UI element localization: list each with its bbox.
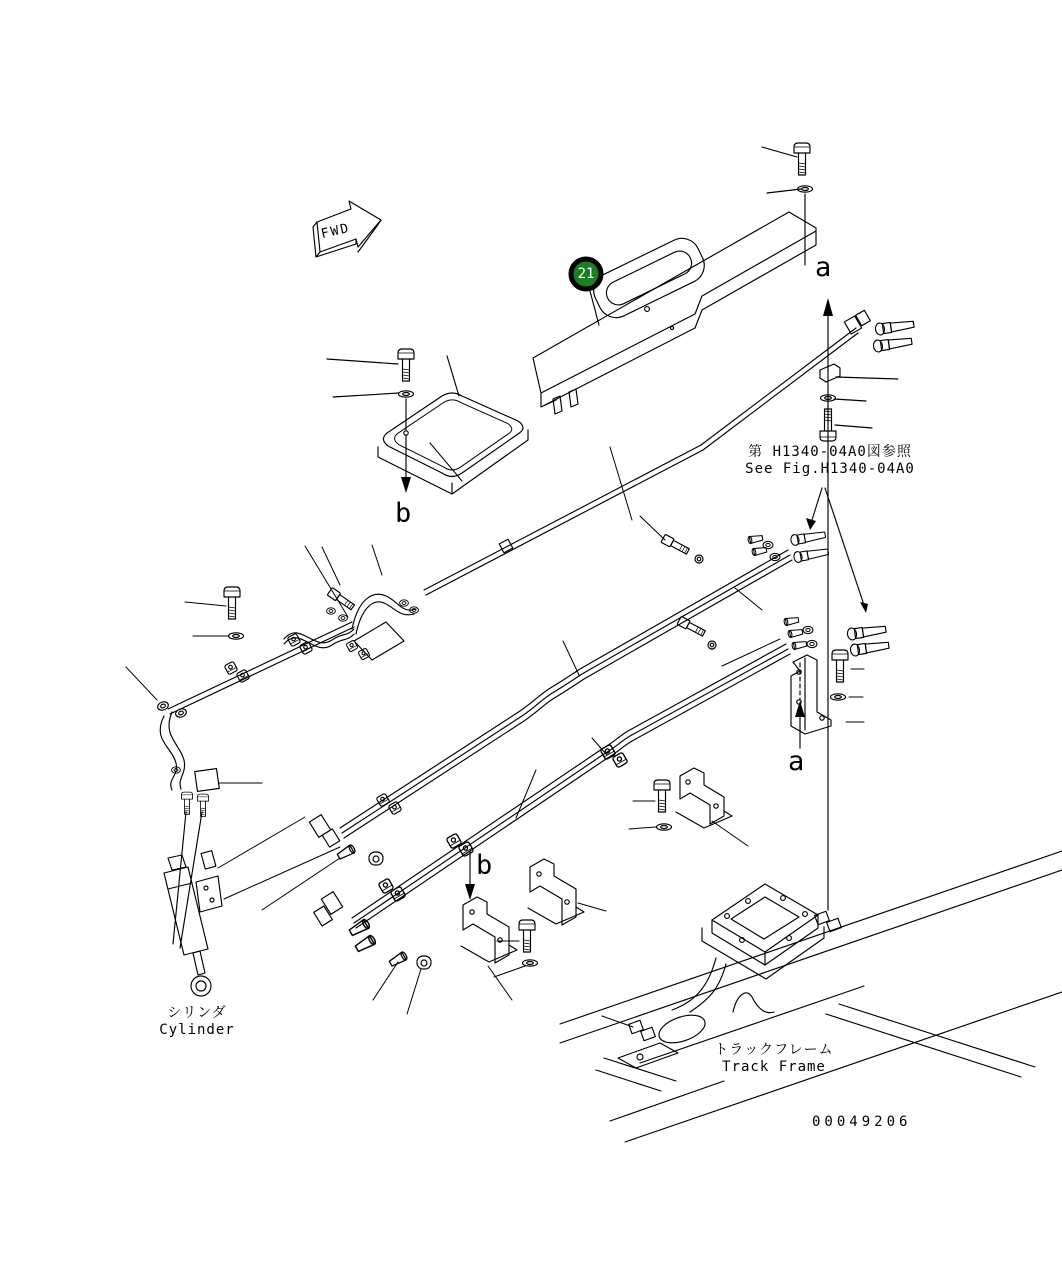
bolt-top-right: [762, 143, 813, 265]
view-a-top-marker: [820, 298, 898, 910]
reference-note-ja: 第 H1340-04A0図参照: [748, 444, 912, 460]
cylinder-label: [127, 1005, 267, 1039]
loose-fittings: [336, 844, 431, 969]
bracket-hardware: [224, 534, 848, 966]
support-brackets: [461, 655, 831, 963]
drawing-number: 00049206: [812, 1114, 912, 1130]
track-frame-label: [698, 1042, 850, 1076]
track-frame: [560, 851, 1062, 1142]
cover-plate-main: [533, 212, 816, 414]
view-a-bottom-marker: [795, 663, 805, 748]
reference-note-en: See Fig.H1340-04A0: [745, 461, 915, 477]
view-label-b-bottom: b: [476, 850, 493, 881]
cover-plate-small: [327, 349, 528, 494]
track-frame-label-ja: トラックフレーム: [714, 1042, 834, 1058]
view-b-bottom-marker: [465, 851, 475, 900]
pipe-run-top: [156, 310, 914, 718]
view-label-a-top: a: [815, 252, 832, 283]
view-label-b-top: b: [395, 498, 412, 529]
view-label-a-bottom: a: [788, 746, 805, 777]
pipe-bundle-upper: [309, 529, 829, 847]
fwd-label: FWD: [319, 220, 352, 243]
cylinder-group: [160, 712, 222, 996]
callout-21-number: 21: [577, 266, 595, 282]
cylinder-label-ja: シリンダ: [167, 1005, 227, 1021]
pipe-bundle-lower: [314, 616, 890, 953]
reference-note: [716, 444, 944, 478]
cylinder-label-en: Cylinder: [159, 1022, 235, 1038]
track-frame-label-en: Track Frame: [722, 1059, 826, 1075]
